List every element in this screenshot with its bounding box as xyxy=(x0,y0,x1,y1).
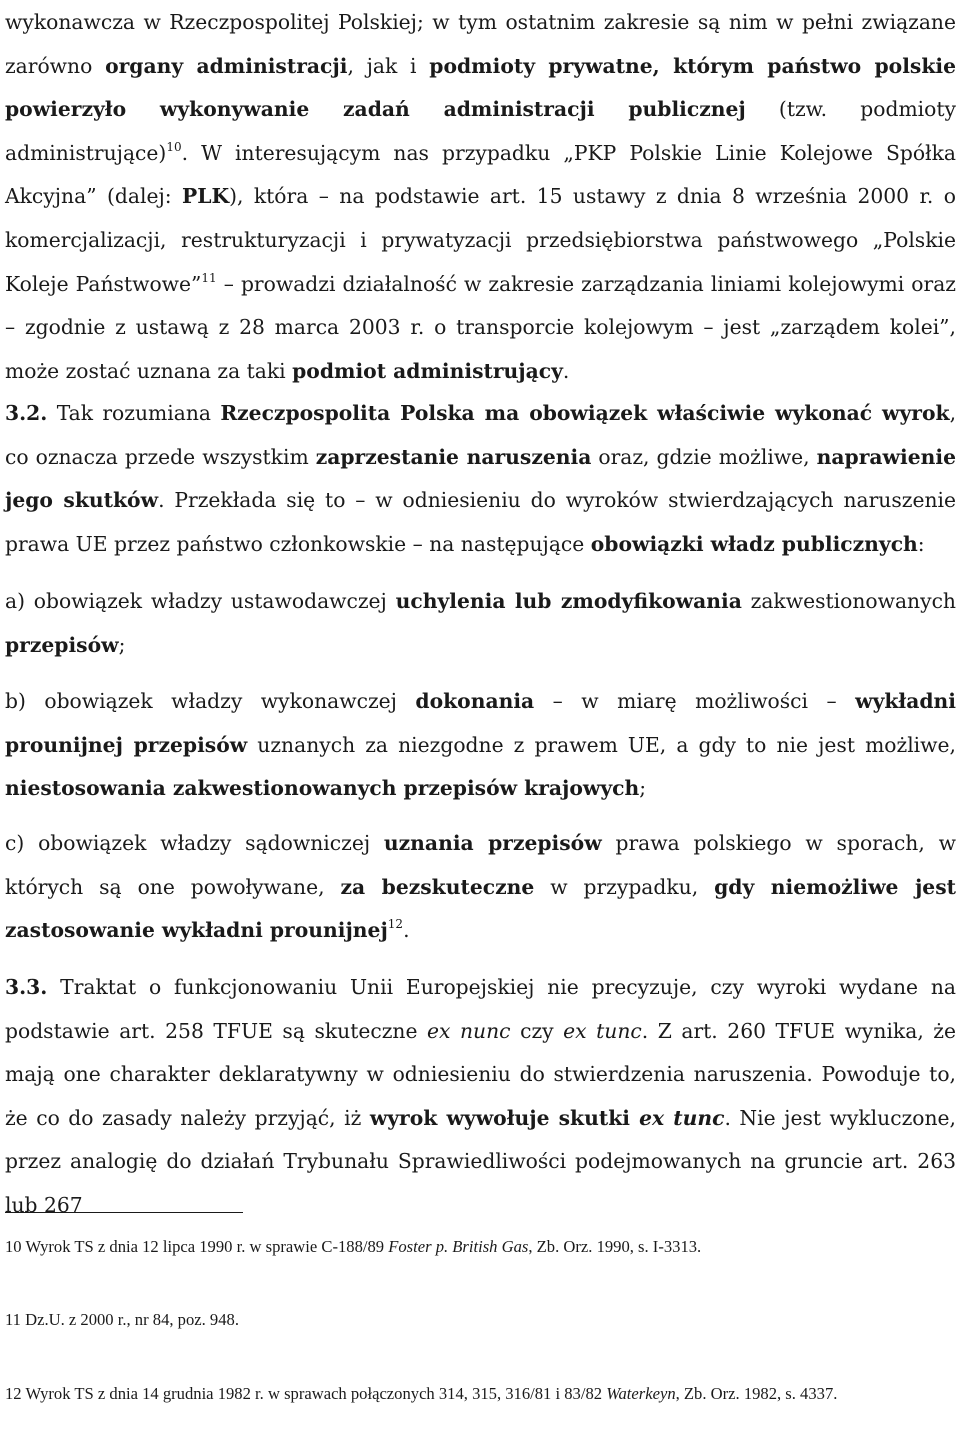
footnote-10 xyxy=(5,1236,956,1258)
latin-term: ex nunc xyxy=(427,1018,511,1043)
emphasis-text: PLK xyxy=(181,184,230,209)
emphasis-text: wyrok wywołuje skutki xyxy=(369,1105,640,1130)
text-run: oraz, gdzie możliwe, xyxy=(591,444,817,469)
footnote-text: , Zb. Orz. 1982, s. 4337. xyxy=(675,1384,838,1403)
emphasis-text: organy administracji xyxy=(105,53,348,78)
footnote-text: 12 Wyrok TS z dnia 14 grudnia 1982 r. w sprawach połączonych 314, 315, 316/81 i 83/82 xyxy=(5,1384,607,1403)
list-item-b xyxy=(5,680,956,811)
text-run: – w miarę możliwości – xyxy=(534,689,856,713)
emphasis-text: dokonania xyxy=(415,689,535,713)
footnote-11 xyxy=(5,1309,956,1331)
text-run: w przypadku, xyxy=(534,874,715,899)
emphasis-text: podmioty prywatne, którym państwo polskie powierzyło wykonywanie zadań administracji publicznej xyxy=(5,53,956,122)
emphasis-text: za bezskuteczne xyxy=(340,874,535,899)
paragraph-3-3 xyxy=(5,966,956,1228)
case-name: Foster p. British Gas xyxy=(388,1237,529,1256)
emphasis-text: przepisów xyxy=(5,632,119,657)
text-run: prawa polskiego w sporach, w których są one powoływane, xyxy=(5,831,956,899)
list-item-a xyxy=(5,580,956,667)
text-run: : xyxy=(917,531,925,556)
text-run: ; xyxy=(639,776,647,801)
text-run: uznanych za niezgodne z prawem UE, a gdy to nie jest możliwe, xyxy=(247,732,956,757)
text-run: ), która – na podstawie art. 15 ustawy z dnia 8 września 2000 r. o komercjalizacji, restrukturyzacji i prywatyzacji przedsiębiorstwa państwowego „Polskie Koleje Państwowe” xyxy=(5,184,956,296)
emphasis-text: podmiot administrujący xyxy=(292,358,563,383)
latin-term: ex tunc xyxy=(563,1018,642,1043)
latin-term: ex tunc xyxy=(639,1105,725,1130)
footnote-text: 11 Dz.U. z 2000 r., nr 84, poz. 948. xyxy=(5,1310,239,1329)
text-run: a) obowiązek władzy ustawodawczej xyxy=(5,589,396,613)
text-run: . Z art. 260 TFUE wynika, że mają one charakter deklaratywny w odniesieniu do stwierdzenia naruszenia. Powoduje to, że co do zasady należy przyjąć, iż xyxy=(5,1018,956,1130)
text-run: . W interesującym nas przypadku „PKP Polskie Linie Kolejowe Spółka Akcyjna” (dalej: xyxy=(5,140,956,209)
text-run: czy xyxy=(510,1018,564,1043)
emphasis-text: uznania przepisów xyxy=(383,831,602,855)
emphasis-text: obowiązki władz publicznych xyxy=(590,531,918,556)
emphasis-text: uchylenia lub zmodyfikowania xyxy=(395,589,742,613)
footnote-separator xyxy=(5,1212,243,1213)
footnote-ref-11[interactable]: 11 xyxy=(201,270,217,285)
case-name: Waterkeyn xyxy=(606,1384,676,1403)
emphasis-text: Rzeczpospolita Polska ma obowiązek właściwie wykonać wyrok xyxy=(220,401,950,425)
text-run: – prowadzi działalność w zakresie zarządzania liniami kolejowymi oraz – zgodnie z ustawą z 28 marca 2003 r. o transporcie kolejowym – jest „zarządem kolei”, może zostać uznana za taki xyxy=(5,271,956,383)
text-run: c) obowiązek władzy sądowniczej xyxy=(5,831,384,855)
section-number: 3.3. xyxy=(5,975,48,999)
emphasis-text: wykładni prounijnej przepisów xyxy=(5,689,956,757)
text-run: (tzw. podmioty administrujące) xyxy=(5,97,956,165)
text-run: ; xyxy=(118,632,126,657)
section-number: 3.2. xyxy=(5,401,48,425)
text-run: . xyxy=(403,918,410,943)
text-run: . Przekłada się to – w odniesieniu do wyroków stwierdzających naruszenie prawa UE przez państwo członkowskie – na następujące xyxy=(5,488,957,556)
footnote-text: , Zb. Orz. 1990, s. I-3313. xyxy=(528,1237,702,1256)
text-run: , jak i xyxy=(347,53,430,78)
text-run: Tak rozumiana xyxy=(47,401,221,425)
text-run: Traktat o funkcjonowaniu Unii Europejskiej nie precyzuje, czy wyroki wydane na podstawie art. 258 TFUE są skuteczne xyxy=(5,975,956,1043)
paragraph-3-2 xyxy=(5,392,956,566)
footnote-ref-12[interactable]: 12 xyxy=(387,917,404,932)
footnote-12 xyxy=(5,1383,956,1405)
text-run: . xyxy=(562,358,570,383)
emphasis-text: naprawienie jego skutków xyxy=(5,444,956,513)
footnote-text: 10 Wyrok TS z dnia 12 lipca 1990 r. w sprawie C-188/89 xyxy=(5,1237,389,1256)
text-run: . Nie jest wykluczone, przez analogię do działań Trybunału Sprawiedliwości podejmowanych na gruncie art. 263 lub 267 xyxy=(5,1105,956,1217)
emphasis-text: zaprzestanie naruszenia xyxy=(315,444,592,469)
text-run: zakwestionowanych xyxy=(741,589,956,613)
text-run: wykonawcza w Rzeczpospolitej Polskiej; w tym ostatnim zakresie są nim w pełni związane zarówno xyxy=(5,10,956,78)
text-run: , co oznacza przede wszystkim xyxy=(5,401,957,469)
footnote-ref-10[interactable]: 10 xyxy=(166,139,182,154)
text-run: b) obowiązek władzy wykonawczej xyxy=(5,689,416,713)
paragraph-administering-entities xyxy=(5,1,956,393)
list-item-c xyxy=(5,822,956,953)
emphasis-text: gdy niemożliwe jest zastosowanie wykładni prounijnej xyxy=(5,874,956,943)
emphasis-text: niestosowania zakwestionowanych przepisów krajowych xyxy=(5,776,640,801)
